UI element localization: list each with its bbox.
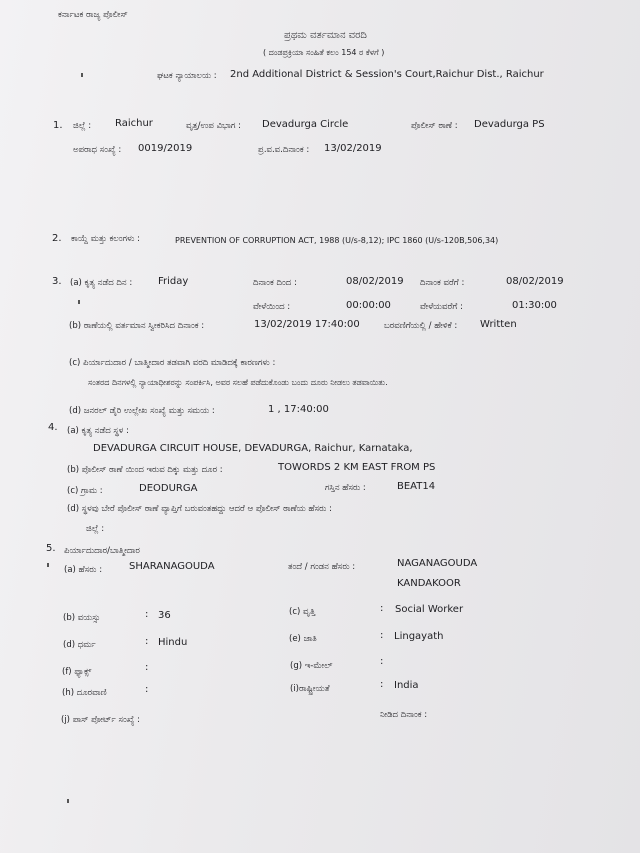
passport-issue-date-label: ನೀಡಿದ ದಿನಾಂಕ : <box>380 710 428 720</box>
religion-value: Hindu <box>158 637 188 648</box>
acts-value: PREVENTION OF CORRUPTION ACT, 1988 (U/s-8,12); IPC 1860 (U/s-120B,506,34) <box>175 236 499 245</box>
fir-date-value: 13/02/2019 <box>324 143 382 154</box>
other-ps-label: (d) ಸ್ಥಳವು ಬೇರೆ ಪೊಲೀಸ್ ಠಾಣೆ ವ್ಯಾಪ್ತಿಗೆ ಬರುವಂತಹದ್ದು ಆದರೆ ಆ ಪೊಲೀಸ್ ಠಾಣೆಯ ಹೆಸರು : <box>67 504 332 514</box>
email-label: (g) ಇ-ಮೇಲ್ <box>290 661 333 671</box>
complainant-name-value: SHARANAGOUDA <box>129 561 215 572</box>
delay-reason-label: (c) ಪಿರ್ಯಾದುದಾರ / ಬಾತ್ಮೀದಾರ ತಡವಾಗಿ ವರದಿ ಮಾಡಿದಕ್ಕೆ ಕಾರಣಗಳು : <box>69 358 276 368</box>
religion-colon: : <box>145 636 149 647</box>
place-value: DEVADURGA CIRCUIT HOUSE, DEVADURGA, Raichur, Karnataka, <box>93 443 413 454</box>
karnataka-state-police-heading: ಕರ್ನಾಟಕ ರಾಜ್ಯ ಪೊಲೀಸ್ <box>58 10 128 20</box>
margin-mark <box>78 300 80 304</box>
beat-label: ಗಸ್ತಿನ ಹೆಸರು : <box>325 483 366 493</box>
village-value: DEODURGA <box>139 483 198 494</box>
age-label: (b) ವಯಸ್ಸು <box>63 613 101 623</box>
nationality-colon: : <box>380 679 384 690</box>
court-label: ಘಟಕ ನ್ಯಾಯಾಲಯ : <box>157 71 217 81</box>
from-date-value: 08/02/2019 <box>346 276 404 287</box>
other-ps-district-label: ಜಿಲ್ಲೆ : <box>86 524 105 534</box>
police-station-label: ಪೊಲೀಸ್ ಠಾಣೆ : <box>411 121 458 131</box>
section-4-number: 4. <box>48 422 58 433</box>
section-5-number: 5. <box>46 543 56 554</box>
father-name-label: ತಂದೆ / ಗಂಡನ ಹೆಸರು : <box>288 562 356 572</box>
crime-number-value: 0019/2019 <box>138 143 193 154</box>
info-received-value: 13/02/2019 17:40:00 <box>254 319 360 330</box>
complainant-section-title: ಪಿರ್ಯಾದುದಾರ/ಬಾತ್ಮೀದಾರ <box>64 546 140 556</box>
offence-day-value: Friday <box>158 276 189 287</box>
section-3-number: 3. <box>52 276 62 287</box>
occupation-value: Social Worker <box>395 604 464 615</box>
father-name-value-line2: KANDAKOOR <box>397 578 461 589</box>
occupation-label: (c) ವೃತ್ತಿ <box>289 607 316 617</box>
phone-label: (h) ದೂರವಾಣಿ <box>62 688 107 698</box>
fax-label: (f) ಫ್ಯಾಕ್ಸ್ <box>62 667 92 677</box>
caste-value: Lingayath <box>394 631 444 642</box>
margin-mark <box>47 563 49 567</box>
district-label: ಜಿಲ್ಲೆ : <box>73 121 92 131</box>
father-name-value-line1: NAGANAGOUDA <box>397 558 478 569</box>
crime-number-label: ಅಪರಾಧ ಸಂಖ್ಯೆ : <box>73 145 122 155</box>
info-received-label: (b) ಠಾಣೆಯಲ್ಲಿ ವರ್ತಮಾನ ಸ್ವೀಕರಿಸಿದ ದಿನಾಂಕ : <box>69 321 205 331</box>
religion-label: (d) ಧರ್ಮ <box>63 640 96 650</box>
fir-title: ಪ್ರಥಮ ವರ್ತಮಾನ ವರದಿ <box>284 30 367 41</box>
to-time-value: 01:30:00 <box>512 300 557 311</box>
from-date-label: ದಿನಾಂಕ ದಿಂದ : <box>253 278 297 288</box>
acts-label: ಕಾಯ್ದೆ ಮತ್ತು ಕಲಂಗಳು : <box>71 234 141 244</box>
court-value: 2nd Additional District & Session's Court,Raichur Dist., Raichur <box>230 69 544 80</box>
age-value: 36 <box>158 610 171 621</box>
to-date-label: ದಿನಾಂಕ ವರೆಗೆ : <box>420 278 465 288</box>
nationality-value: India <box>394 680 419 691</box>
circle-value: Devadurga Circle <box>262 119 349 130</box>
margin-mark <box>67 799 69 803</box>
direction-label: (b) ಪೊಲೀಸ್ ಠಾಣೆ ಯಿಂದ ಇರುವ ದಿಕ್ಕು ಮತ್ತು ದೂರ : <box>67 465 223 475</box>
info-type-value: Written <box>480 319 517 330</box>
section-2-number: 2. <box>52 233 62 244</box>
complainant-name-label: (a) ಹೆಸರು : <box>64 565 103 575</box>
passport-number-label: (j) ಪಾಸ್ ಪೋರ್ಟ್ ಸಂಖ್ಯೆ : <box>61 715 141 725</box>
age-colon: : <box>145 609 149 620</box>
nationality-label: (i)ರಾಷ್ಟ್ರೀಯತೆ <box>290 684 330 694</box>
offence-day-label: (a) ಕೃತ್ಯ ನಡೆದ ದಿನ : <box>70 278 133 288</box>
caste-label: (e) ಜಾತಿ <box>289 634 317 644</box>
from-time-value: 00:00:00 <box>346 300 391 311</box>
info-type-label: ಬರವಣಿಗೆಯಲ್ಲಿ / ಹೇಳಿಕೆ : <box>384 321 458 331</box>
from-time-label: ವೇಳೆಯಿಂದ : <box>253 302 291 312</box>
margin-mark <box>81 73 83 77</box>
general-diary-label: (d) ಜನರಲ್ ಡೈರಿ ಉಲ್ಲೇಖ ಸಂಖ್ಯೆ ಮತ್ತು ಸಮಯ : <box>69 406 215 416</box>
direction-value: TOWORDS 2 KM EAST FROM PS <box>278 462 436 473</box>
phone-colon: : <box>145 684 149 695</box>
section-1-number: 1. <box>53 120 63 131</box>
police-station-value: Devadurga PS <box>474 119 545 130</box>
district-value: Raichur <box>115 118 153 129</box>
fax-colon: : <box>145 662 149 673</box>
village-label: (c) ಗ್ರಾಮ : <box>67 486 103 496</box>
delay-reason-value: ಸಂತರದ ದಿನಗಳಲ್ಲಿ ನ್ಯಾಯಾಧೀಶರನ್ನು ಸಂಪರ್ಕಿಸಿ, ಅವರ ಸಲಹೆ ಪಡೆದುಕೊಂಡು ಬಂದು ದೂರು ನೀಡಲು ತಡವಾಯಿತು. <box>88 378 388 387</box>
fir-date-label: ಪ್ರ.ವ.ವ.ದಿನಾಂಕ : <box>258 145 310 155</box>
fir-subtitle: ( ದಂಡಪ್ರಕ್ರಿಯಾ ಸಂಹಿತೆ ಕಲಂ 154 ರ ಕೆಳಗೆ ) <box>263 48 385 57</box>
caste-colon: : <box>380 630 384 641</box>
circle-label: ವೃತ್ತ/ಉಪ ವಿಭಾಗ : <box>186 121 242 131</box>
to-time-label: ವೇಳೆಯವರೆಗೆ : <box>420 302 463 312</box>
occupation-colon: : <box>380 603 384 614</box>
to-date-value: 08/02/2019 <box>506 276 564 287</box>
general-diary-value: 1 , 17:40:00 <box>268 404 329 415</box>
email-colon: : <box>380 656 384 667</box>
place-label: (a) ಕೃತ್ಯ ನಡೆದ ಸ್ಥಳ : <box>67 426 129 436</box>
beat-value: BEAT14 <box>397 481 436 492</box>
